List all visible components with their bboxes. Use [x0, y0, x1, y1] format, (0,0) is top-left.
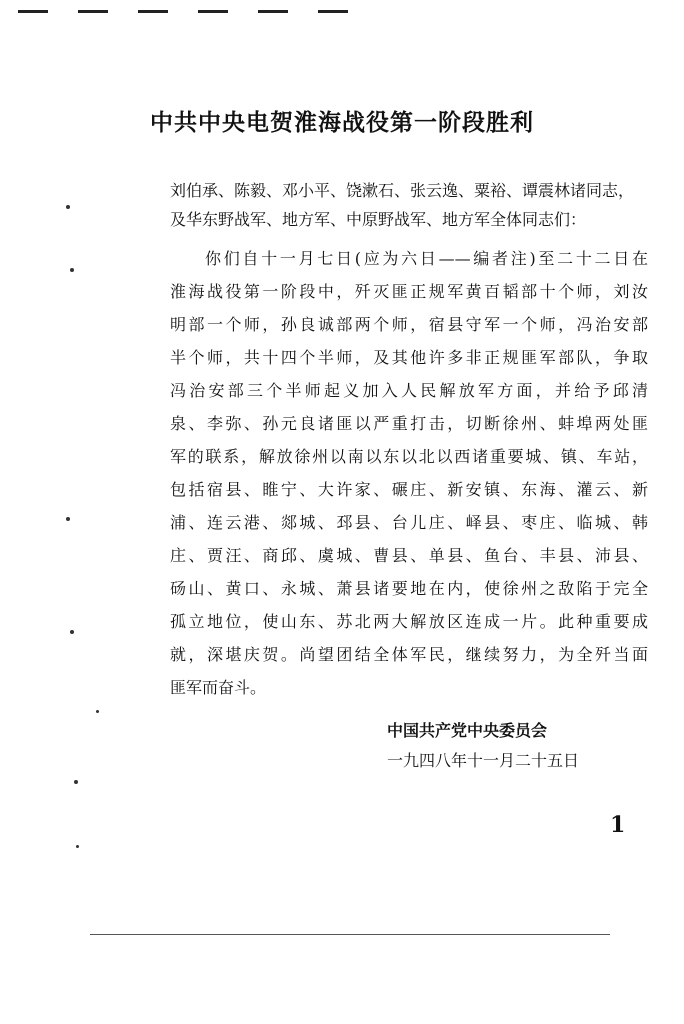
scan-speck	[74, 780, 78, 784]
scan-speck	[66, 205, 70, 209]
addressee-line-2: 及华东野战军、地方军、中原野战军、地方军全体同志们：	[170, 210, 587, 229]
page-number: 1	[610, 812, 626, 838]
top-dash-4	[198, 10, 228, 13]
scan-speck	[96, 710, 99, 713]
body-line: 淮海战役第一阶段中，歼灭匪正规军黄百韬部十个师，刘汝	[170, 282, 648, 301]
body-line: 你们自十一月七日(应为六日——编者注)至二十二日在	[205, 249, 648, 268]
signature-organization: 中国共产党中央委员会	[387, 721, 548, 740]
body-line: 庄、贾汪、商邱、虞城、曹县、单县、鱼台、丰县、沛县、	[170, 546, 648, 565]
top-dash-2	[78, 10, 108, 13]
body-line: 明部一个师，孙良诚部两个师，宿县守军一个师，冯治安部	[170, 315, 648, 334]
scan-speck	[66, 517, 70, 521]
scan-speck	[70, 268, 74, 272]
scan-speck	[70, 630, 74, 634]
body-line: 半个师，共十四个半师，及其他许多非正规匪军部队，争取	[170, 348, 648, 367]
body-line: 就，深堪庆贺。尚望团结全体军民，继续努力，为全歼当面	[170, 645, 648, 664]
body-line: 砀山、黄口、永城、萧县诸要地在内，使徐州之敌陷于完全	[170, 579, 648, 598]
body-line: 军的联系，解放徐州以南以东以北以西诸重要城、镇、车站，	[170, 447, 648, 466]
top-dash-6	[318, 10, 348, 13]
document-title: 中共中央电贺淮海战役第一阶段胜利	[150, 110, 534, 136]
bottom-rule	[90, 934, 610, 935]
top-dash-3	[138, 10, 168, 13]
body-line: 孤立地位，使山东、苏北两大解放区连成一片。此种重要成	[170, 612, 648, 631]
scan-speck	[76, 845, 79, 848]
body-line: 泉、李弥、孙元良诸匪以严重打击，切断徐州、蚌埠两处匪	[170, 414, 648, 433]
body-line: 包括宿县、睢宁、大许家、碾庄、新安镇、东海、灌云、新	[170, 480, 648, 499]
body-line: 冯治安部三个半师起义加入人民解放军方面，并给予邱清	[170, 381, 648, 400]
body-line: 匪军而奋斗。	[170, 678, 267, 697]
addressee-line-1: 刘伯承、陈毅、邓小平、饶漱石、张云逸、粟裕、谭震林诸同志，	[170, 181, 635, 200]
top-dash-1	[18, 10, 48, 13]
signature-date: 一九四八年十一月二十五日	[387, 751, 580, 770]
body-line: 浦、连云港、郯城、邳县、台儿庄、峄县、枣庄、临城、韩	[170, 513, 648, 532]
top-dash-5	[258, 10, 288, 13]
document-body	[170, 242, 648, 704]
